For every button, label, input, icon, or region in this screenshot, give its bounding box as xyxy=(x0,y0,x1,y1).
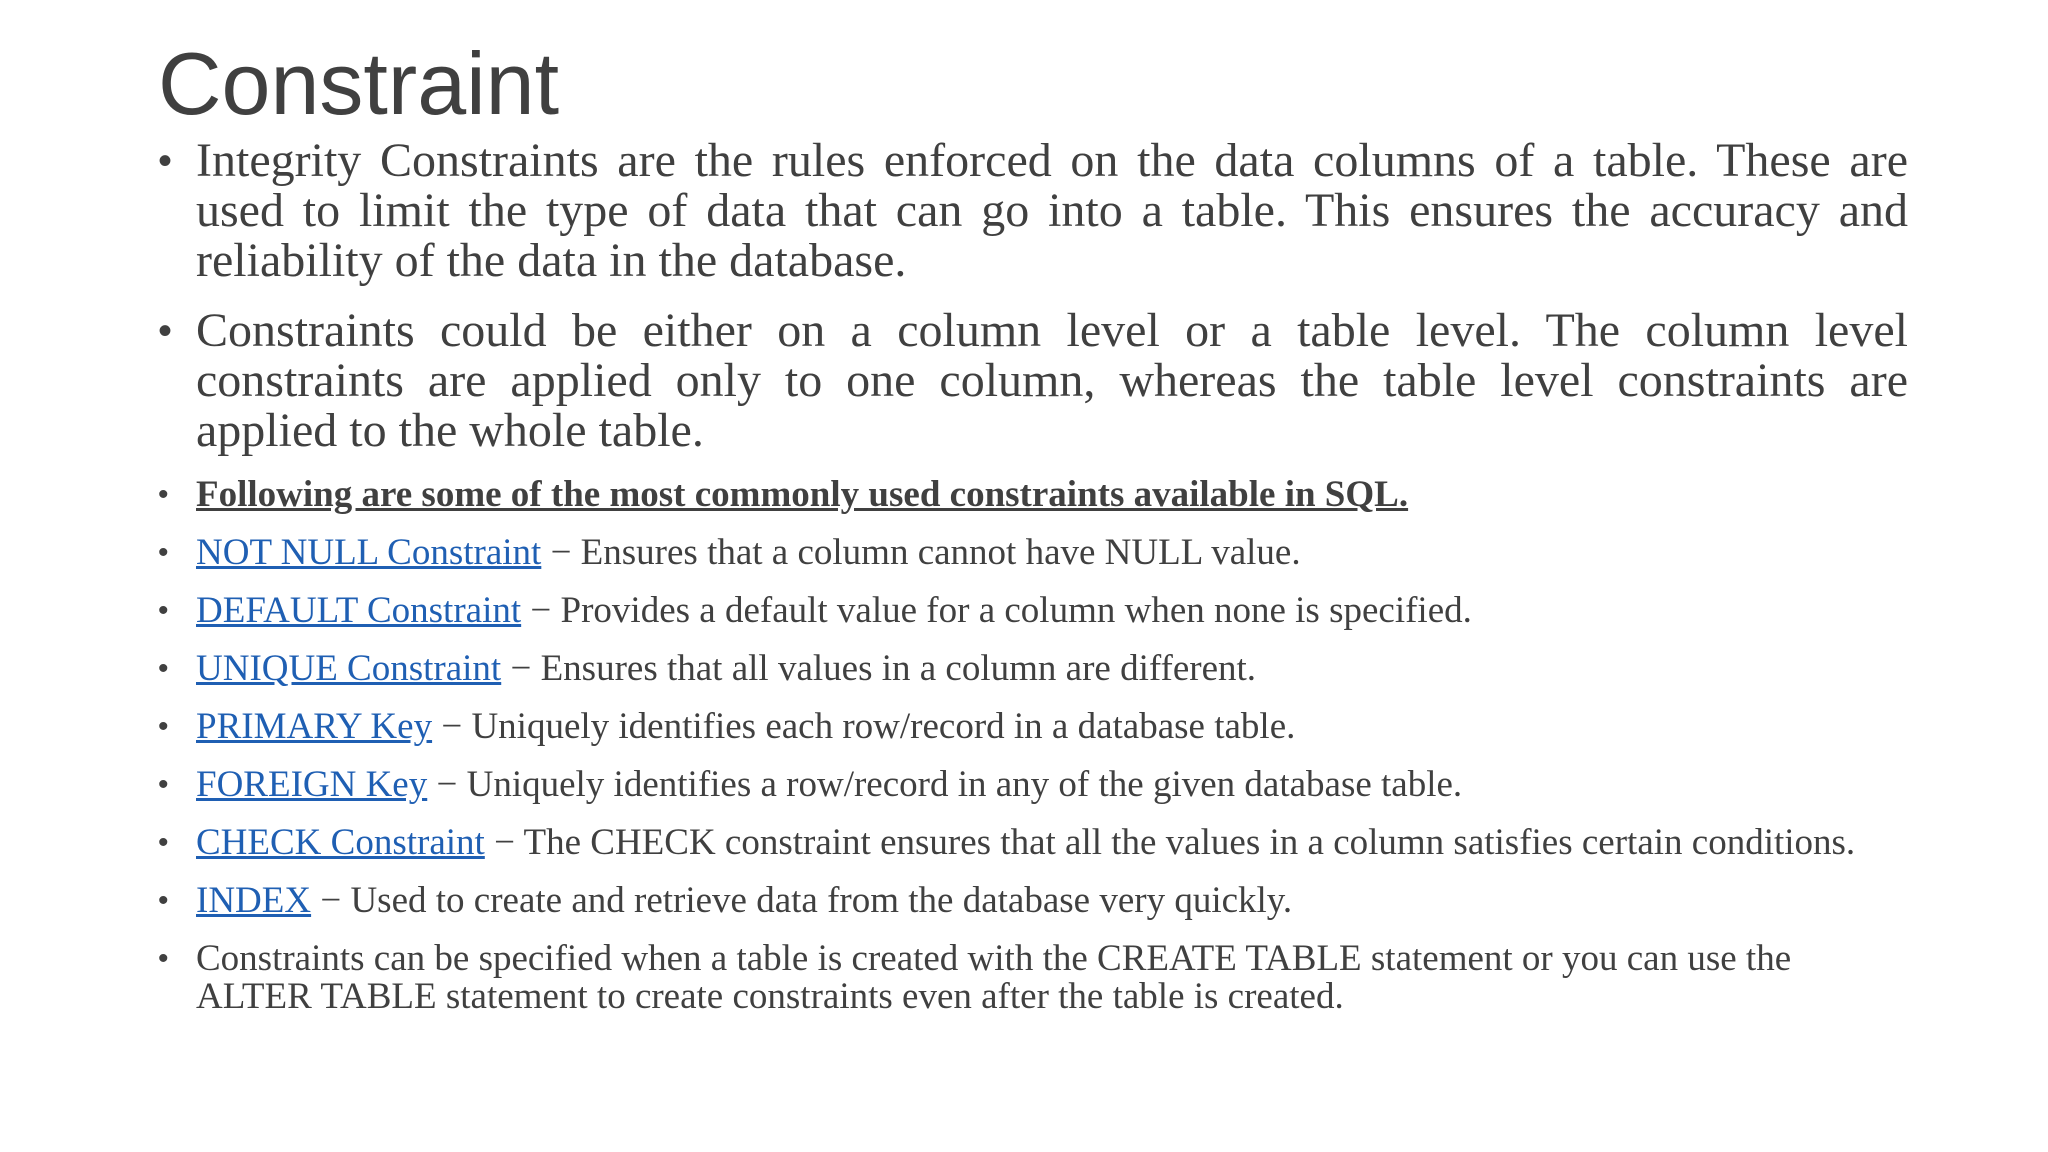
bullet-icon: • xyxy=(158,884,169,917)
list-item xyxy=(158,136,1908,286)
bullet-icon: • xyxy=(158,594,169,627)
constraint-description: − Ensures that all values in a column are different. xyxy=(501,648,1257,689)
bullet-icon: • xyxy=(158,309,173,353)
paragraph-text: Integrity Constraints are the rules enforced on the data columns of a table. These are used to limit the type of data that can go into a table. This ensures the accuracy and reliability of the data in the database. xyxy=(196,134,1908,287)
unique-link[interactable]: UNIQUE Constraint xyxy=(196,648,502,689)
bullet-list xyxy=(158,136,1908,1036)
bullet-icon: • xyxy=(158,942,169,975)
constraint-description: − Uniquely identifies a row/record in any of the given database table. xyxy=(427,764,1463,805)
list-item xyxy=(158,476,1908,514)
constraint-item xyxy=(158,650,1908,688)
constraint-description: − Provides a default value for a column when none is specified. xyxy=(521,590,1472,631)
constraint-item xyxy=(158,882,1908,920)
list-item xyxy=(158,306,1908,456)
bullet-icon: • xyxy=(158,478,169,511)
index-link[interactable]: INDEX xyxy=(196,880,312,921)
constraint-description: − Used to create and retrieve data from the database very quickly. xyxy=(311,880,1293,921)
bullet-icon: • xyxy=(158,139,173,183)
slide-title: Constraint xyxy=(158,34,560,133)
bullet-icon: • xyxy=(158,710,169,743)
bullet-icon: • xyxy=(158,536,169,569)
bullet-icon: • xyxy=(158,768,169,801)
bullet-icon: • xyxy=(158,652,169,685)
paragraph-text: Constraints could be either on a column level or a table level. The column level constraints are applied only to one column, whereas the table level constraints are applied to the whole table. xyxy=(196,304,1908,457)
constraint-description: − Ensures that a column cannot have NULL value. xyxy=(541,532,1301,573)
bullet-icon: • xyxy=(158,826,169,859)
not-null-link[interactable]: NOT NULL Constraint xyxy=(196,532,542,573)
check-link[interactable]: CHECK Constraint xyxy=(196,822,485,863)
constraint-item xyxy=(158,824,1908,862)
constraint-description: − The CHECK constraint ensures that all the values in a column satisfies certain conditions. xyxy=(484,822,1856,863)
primary-key-link[interactable]: PRIMARY Key xyxy=(196,706,433,747)
intro-heading: Following are some of the most commonly used constraints available in SQL. xyxy=(196,474,1409,515)
constraint-item xyxy=(158,534,1908,572)
list-item xyxy=(158,940,1908,1016)
constraint-item xyxy=(158,708,1908,746)
foreign-key-link[interactable]: FOREIGN Key xyxy=(196,764,428,805)
constraint-item xyxy=(158,766,1908,804)
closing-text: Constraints can be specified when a table is created with the CREATE TABLE statement or you can use the ALTER TABLE statement to create constraints even after the table is created. xyxy=(196,938,1792,1017)
constraint-description: − Uniquely identifies each row/record in a database table. xyxy=(432,706,1296,747)
default-link[interactable]: DEFAULT Constraint xyxy=(196,590,522,631)
constraint-item xyxy=(158,592,1908,630)
